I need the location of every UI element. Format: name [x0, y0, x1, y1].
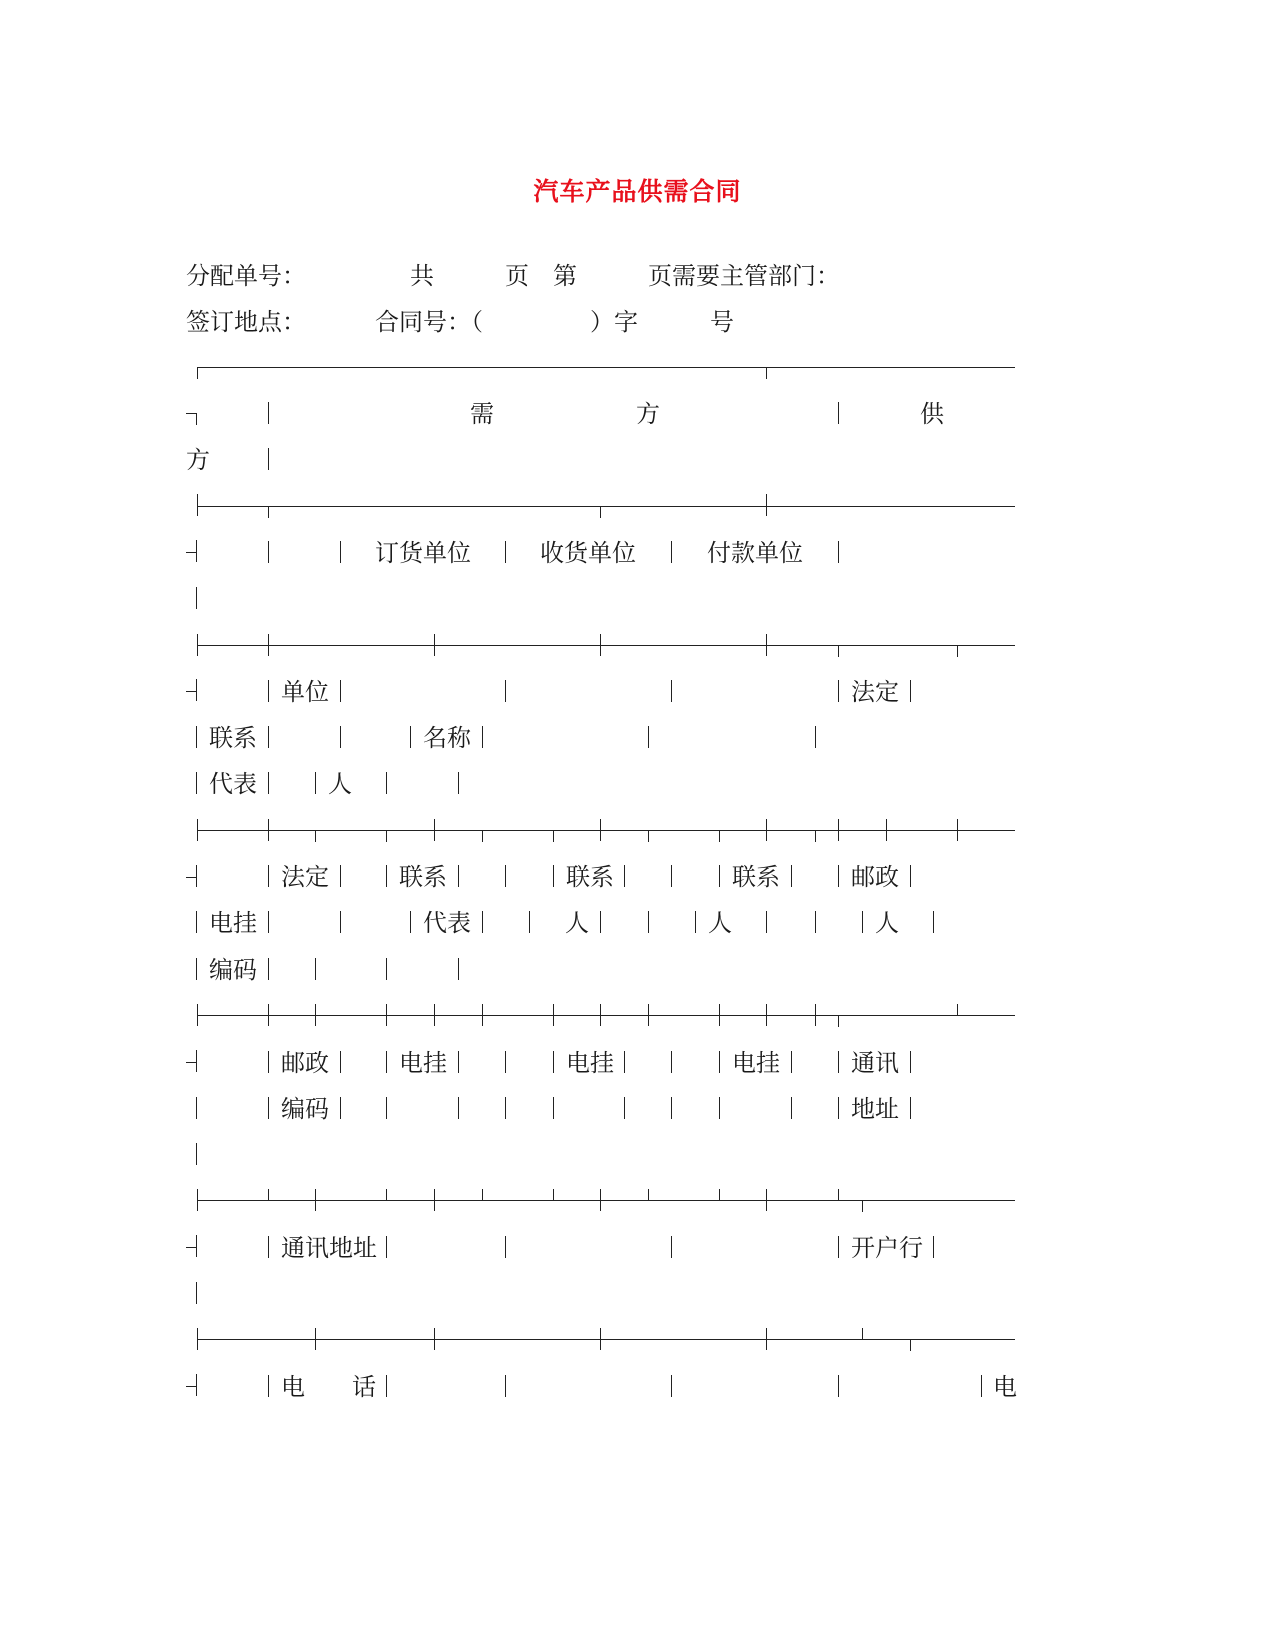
- rule-cross: [719, 1004, 720, 1026]
- rule-cross: [600, 819, 601, 841]
- rule-tick: [838, 645, 839, 657]
- header-side2: 方: [186, 446, 210, 474]
- cell-divider: [410, 911, 411, 933]
- cell-divider: [671, 1375, 672, 1397]
- cell-divider: [340, 541, 341, 563]
- rule-cross: [766, 1328, 767, 1350]
- cell-divider: [458, 865, 459, 887]
- cell-divider: [624, 1051, 625, 1073]
- cell-divider: [196, 1050, 197, 1072]
- rule-cross: [315, 1328, 316, 1350]
- rep-label: 代表: [423, 909, 471, 937]
- cell-divider: [268, 958, 269, 980]
- rule-cross: [766, 1004, 767, 1026]
- cell-divider: [624, 1097, 625, 1119]
- rule-stub: [186, 552, 196, 553]
- cell-divider: [196, 726, 197, 748]
- rule-cross: [648, 1189, 649, 1200]
- cell-divider: [196, 1282, 197, 1304]
- cell-divider: [719, 1051, 720, 1073]
- table-rule: [197, 506, 1015, 507]
- postal-label: 邮政: [281, 1049, 329, 1077]
- cell-divider: [910, 680, 911, 702]
- cell-divider: [196, 865, 197, 887]
- rule-cross: [386, 1004, 387, 1026]
- order-unit-label: 订货单位: [375, 539, 471, 567]
- table-rule: [197, 367, 1015, 368]
- cell-divider: [624, 865, 625, 887]
- cell-divider: [505, 1051, 506, 1073]
- cell-divider: [671, 680, 672, 702]
- table-rule: [197, 645, 1015, 646]
- rule-cross: [886, 819, 887, 841]
- comm-address-label: 通讯地址: [281, 1234, 377, 1262]
- rule-tick: [315, 830, 316, 842]
- cell-divider: [933, 1236, 934, 1258]
- rule-cross: [957, 819, 958, 841]
- cell-divider: [648, 911, 649, 933]
- rule-tick: [862, 1200, 863, 1212]
- rule-cross: [434, 1328, 435, 1350]
- phone-label-a: 电: [281, 1373, 305, 1401]
- person-label: 人: [708, 909, 732, 937]
- table-rule: [197, 830, 1015, 831]
- cell-divider: [268, 1236, 269, 1258]
- rule-left-edge: [197, 494, 198, 516]
- rule-cross: [648, 1004, 649, 1026]
- legal-label: 法定: [281, 863, 329, 891]
- cell-divider: [671, 1097, 672, 1119]
- cell-divider: [719, 1097, 720, 1119]
- cell-divider: [553, 865, 554, 887]
- code-label: 编码: [209, 956, 257, 984]
- char-label: ）字: [590, 308, 638, 336]
- rule-cross: [838, 819, 839, 841]
- header-side: 方: [636, 400, 660, 428]
- cell-divider: [553, 1051, 554, 1073]
- rule-tick: [196, 413, 197, 425]
- contact-label: 联系: [209, 724, 257, 752]
- postal-label: 邮政: [851, 863, 899, 891]
- rule-cross: [268, 1189, 269, 1200]
- cell-divider: [529, 911, 530, 933]
- rule-cross: [766, 819, 767, 841]
- cell-divider: [315, 772, 316, 794]
- cell-divider: [981, 1375, 982, 1397]
- cell-divider: [838, 865, 839, 887]
- rule-cross: [600, 1328, 601, 1350]
- rule-cross: [268, 1004, 269, 1026]
- rule-tick: [838, 1015, 839, 1027]
- cell-divider: [838, 541, 839, 563]
- rule-cross: [957, 1004, 958, 1015]
- cell-divider: [410, 726, 411, 748]
- cell-divider: [340, 680, 341, 702]
- cell-divider: [791, 1097, 792, 1119]
- rule-cross: [434, 819, 435, 841]
- person-label: 人: [328, 770, 352, 798]
- alloc-no-label: 分配单号：: [186, 262, 306, 290]
- cell-divider: [553, 1097, 554, 1119]
- cell-divider: [815, 726, 816, 748]
- cell-divider: [268, 772, 269, 794]
- no-label: 第: [553, 262, 577, 290]
- cell-divider: [196, 540, 197, 562]
- rule-cross: [600, 1189, 601, 1211]
- rule-cross: [719, 1189, 720, 1200]
- rule-cross: [766, 1189, 767, 1211]
- cell-divider: [268, 680, 269, 702]
- cell-divider: [458, 1097, 459, 1119]
- rule-stub: [186, 1062, 196, 1063]
- num-label: 号: [710, 308, 734, 336]
- contact-label: 联系: [732, 863, 780, 891]
- cell-divider: [482, 726, 483, 748]
- rule-stub: [186, 691, 196, 692]
- cell-divider: [268, 402, 269, 424]
- rule-cross: [766, 494, 767, 516]
- cell-divider: [671, 1051, 672, 1073]
- page-dept-label: 页需要主管部门：: [648, 262, 840, 290]
- contact-label: 联系: [399, 863, 447, 891]
- rule-tick: [600, 506, 601, 518]
- cell-divider: [910, 1051, 911, 1073]
- cell-divider: [505, 1236, 506, 1258]
- rule-stub: [186, 877, 196, 878]
- cell-divider: [838, 1375, 839, 1397]
- cell-divider: [458, 1051, 459, 1073]
- telegraph-label: 电挂: [566, 1049, 614, 1077]
- rule-tick: [553, 830, 554, 842]
- cell-divider: [340, 865, 341, 887]
- rule-cross: [553, 1004, 554, 1026]
- legal-label: 法定: [851, 678, 899, 706]
- cell-divider: [268, 726, 269, 748]
- cell-divider: [838, 1236, 839, 1258]
- rule-cross: [268, 634, 269, 656]
- rep-label: 代表: [209, 770, 257, 798]
- cell-divider: [695, 911, 696, 933]
- cell-divider: [766, 911, 767, 933]
- cell-divider: [268, 911, 269, 933]
- rule-cross: [434, 634, 435, 656]
- cell-divider: [386, 1051, 387, 1073]
- page-label-a: 页: [505, 262, 529, 290]
- cell-divider: [268, 1051, 269, 1073]
- rule-tick: [386, 830, 387, 842]
- cell-divider: [196, 911, 197, 933]
- rule-cross: [600, 634, 601, 656]
- cell-divider: [600, 911, 601, 933]
- cell-divider: [648, 726, 649, 748]
- cell-divider: [386, 958, 387, 980]
- cell-divider: [838, 1051, 839, 1073]
- name-label: 名称: [423, 724, 471, 752]
- rule-tick: [482, 830, 483, 842]
- cell-divider: [196, 679, 197, 701]
- rule-cross: [815, 1004, 816, 1026]
- rule-cross: [600, 1004, 601, 1026]
- rule-tick: [815, 830, 816, 842]
- cell-divider: [386, 1097, 387, 1119]
- rule-tick: [268, 506, 269, 518]
- table-rule: [197, 1339, 1015, 1340]
- header-demand: 需: [470, 400, 494, 428]
- cell-divider: [196, 1143, 197, 1165]
- cell-divider: [268, 1375, 269, 1397]
- cell-divider: [458, 772, 459, 794]
- cell-divider: [196, 772, 197, 794]
- cell-divider: [505, 541, 506, 563]
- rule-cross: [553, 1189, 554, 1200]
- cell-divider: [671, 865, 672, 887]
- contact-label: 联系: [566, 863, 614, 891]
- cell-divider: [340, 726, 341, 748]
- rule-cross: [434, 1004, 435, 1026]
- cell-divider: [505, 865, 506, 887]
- person-label: 人: [875, 909, 899, 937]
- cell-divider: [196, 1374, 197, 1396]
- cell-divider: [458, 958, 459, 980]
- cell-divider: [340, 1097, 341, 1119]
- cell-divider: [386, 1375, 387, 1397]
- cell-divider: [838, 402, 839, 424]
- bank-label: 开户行: [851, 1234, 923, 1262]
- person-label: 人: [565, 909, 589, 937]
- cell-divider: [386, 1236, 387, 1258]
- rule-stub: [186, 1247, 196, 1248]
- cell-divider: [340, 1051, 341, 1073]
- rule-cross: [766, 634, 767, 656]
- cell-divider: [196, 1235, 197, 1257]
- cell-divider: [268, 448, 269, 470]
- cell-divider: [196, 1097, 197, 1119]
- cell-divider: [910, 1097, 911, 1119]
- cell-divider: [671, 1236, 672, 1258]
- cell-divider: [838, 1097, 839, 1119]
- rule-cross: [268, 819, 269, 841]
- rule-cross: [386, 1189, 387, 1200]
- phone-label-b: 话: [352, 1373, 376, 1401]
- address-label: 地址: [851, 1095, 899, 1123]
- cell-divider: [791, 865, 792, 887]
- rule-tick: [957, 645, 958, 657]
- comm-label: 通讯: [851, 1049, 899, 1077]
- code-label: 编码: [281, 1095, 329, 1123]
- payment-unit-label: 付款单位: [707, 539, 803, 567]
- rule-tick: [766, 367, 767, 379]
- cell-divider: [815, 911, 816, 933]
- rule-tick: [197, 367, 198, 379]
- cell-divider: [386, 865, 387, 887]
- cell-divider: [910, 865, 911, 887]
- cell-divider: [838, 680, 839, 702]
- table-rule: [197, 1200, 1015, 1201]
- sign-place-label: 签订地点：: [186, 308, 306, 336]
- cell-divider: [268, 1097, 269, 1119]
- cell-divider: [719, 865, 720, 887]
- cell-divider: [340, 911, 341, 933]
- cell-divider: [791, 1051, 792, 1073]
- telegraph-label: 电挂: [209, 909, 257, 937]
- rule-cross: [482, 1189, 483, 1200]
- cell-divider: [862, 911, 863, 933]
- cell-divider: [196, 587, 197, 609]
- document-title: 汽车产品供需合同: [533, 177, 742, 206]
- telegraph-label: 电挂: [399, 1049, 447, 1077]
- rule-cross: [315, 1004, 316, 1026]
- rule-cross: [482, 1004, 483, 1026]
- rule-tick: [719, 830, 720, 842]
- rule-cross: [315, 1189, 316, 1211]
- cell-divider: [505, 1097, 506, 1119]
- cell-divider: [268, 865, 269, 887]
- rule-cross: [862, 1328, 863, 1339]
- cell-divider: [315, 958, 316, 980]
- cell-divider: [505, 1375, 506, 1397]
- total-label: 共: [410, 262, 434, 290]
- cell-divider: [196, 958, 197, 980]
- cell-divider: [505, 680, 506, 702]
- cell-divider: [482, 911, 483, 933]
- rule-cross: [434, 1189, 435, 1211]
- cell-divider: [933, 911, 934, 933]
- contract-no-label: 合同号：（: [375, 308, 483, 336]
- table-rule: [197, 1015, 1015, 1016]
- rule-stub: [186, 1386, 196, 1387]
- rule-cross: [838, 1189, 839, 1200]
- telegraph-label: 电挂: [732, 1049, 780, 1077]
- rule-tick: [910, 1339, 911, 1351]
- header-supply: 供: [920, 400, 944, 428]
- phone-label-c: 电: [993, 1373, 1017, 1401]
- cell-divider: [268, 541, 269, 563]
- unit-label: 单位: [281, 678, 329, 706]
- cell-divider: [386, 772, 387, 794]
- rule-tick: [648, 830, 649, 842]
- cell-divider: [671, 541, 672, 563]
- receive-unit-label: 收货单位: [540, 539, 636, 567]
